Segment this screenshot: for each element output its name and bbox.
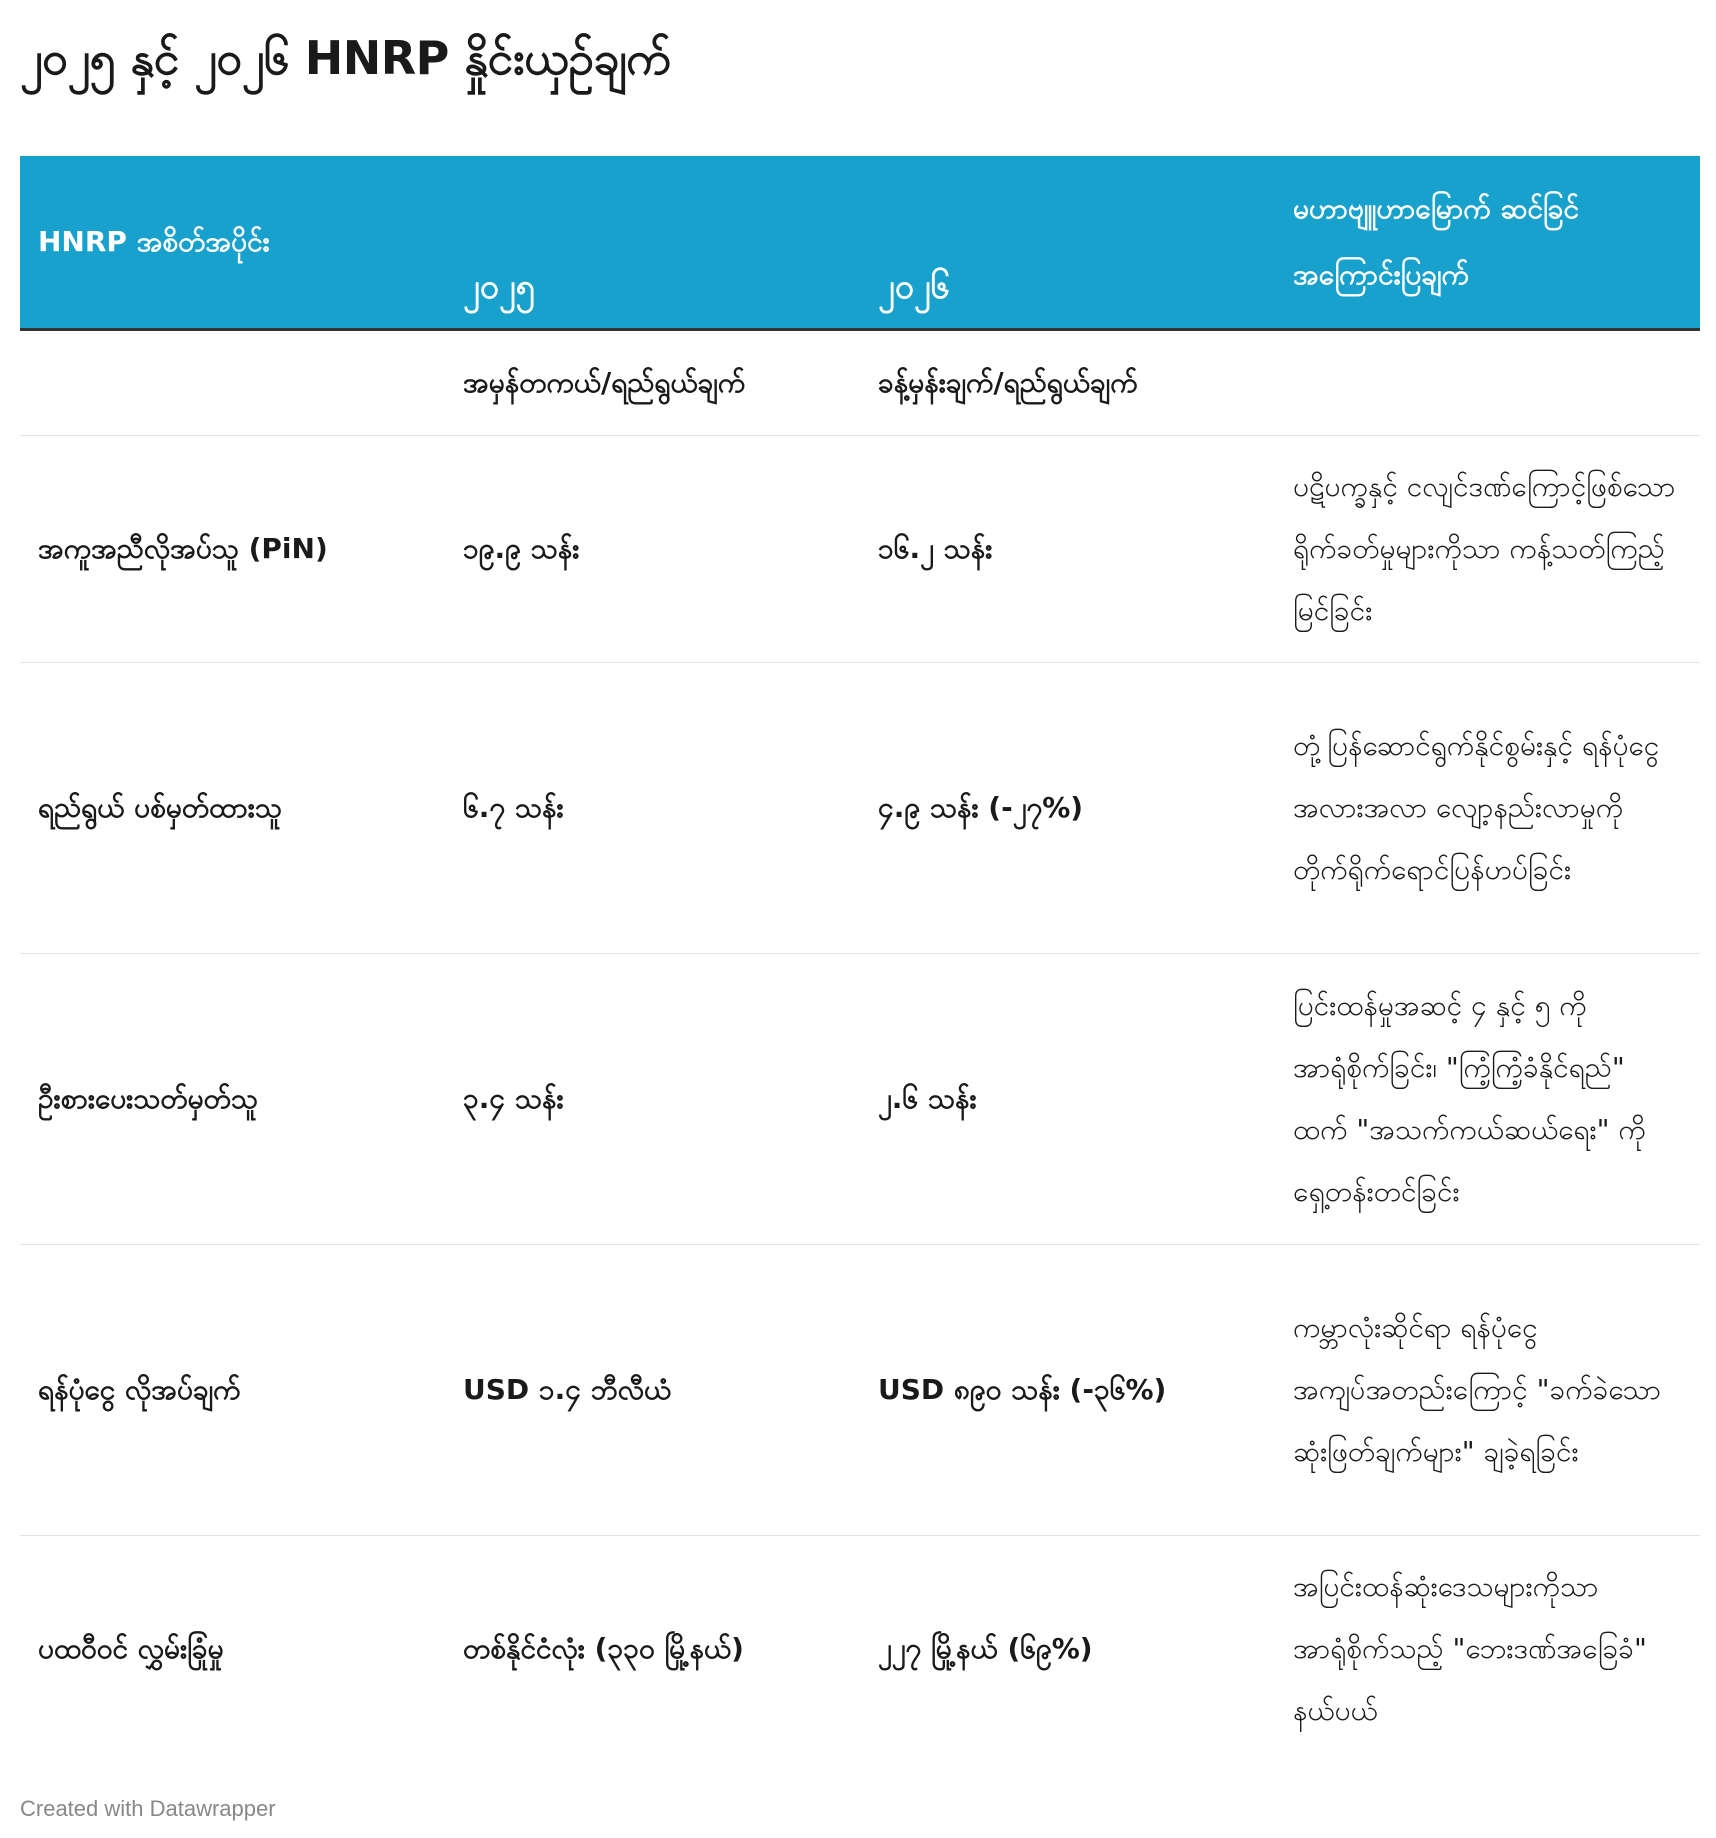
cell-rationale: ပြင်းထန်မှုအဆင့် ၄ နှင့် ၅ ကို အာရုံစိုက်ခြင်း၊ "ကြံ့ကြံ့ခံနိုင်ရည်" ထက် "အသက်ကယ်ဆယ်ရေး" ကို ရှေ့တန်းတင်ခြင်း bbox=[1275, 954, 1700, 1245]
table-row bbox=[20, 436, 1700, 663]
cell-rationale: တုံ့ပြန်ဆောင်ရွက်နိုင်စွမ်းနှင့် ရန်ပုံငွေအလားအလာ လျော့နည်းလာမှုကို တိုက်ရိုက်ရောင်ပြန်ဟပ်ခြင်း bbox=[1275, 663, 1700, 954]
cell-2025: ၆.၇ သန်း bbox=[445, 663, 860, 954]
table-subheader-row bbox=[20, 330, 1700, 436]
cell-2025: ၃.၄ သန်း bbox=[445, 954, 860, 1245]
cell-2026: ၄.၉ သန်း (-၂၇%) bbox=[860, 663, 1275, 954]
header-2026: ၂၀၂၆ bbox=[860, 156, 1275, 330]
subheader-component bbox=[20, 330, 445, 436]
cell-2026: ၁၆.၂ သန်း bbox=[860, 436, 1275, 663]
cell-component: ရည်ရွယ် ပစ်မှတ်ထားသူ bbox=[20, 663, 445, 954]
cell-component: ဦးစားပေးသတ်မှတ်သူ bbox=[20, 954, 445, 1245]
table-row bbox=[20, 663, 1700, 954]
cell-2025: USD ၁.၄ ဘီလီယံ bbox=[445, 1245, 860, 1536]
cell-rationale: ကမ္ဘာလုံးဆိုင်ရာ ရန်ပုံငွေ အကျပ်အတည်းကြောင့် "ခက်ခဲသော ဆုံးဖြတ်ချက်များ" ချခဲ့ရခြင်း bbox=[1275, 1245, 1700, 1536]
cell-2025: ၁၉.၉ သန်း bbox=[445, 436, 860, 663]
header-component: HNRP အစိတ်အပိုင်း bbox=[20, 156, 445, 330]
header-rationale: မဟာဗျူဟာမြောက် ဆင်ခြင် အကြောင်းပြချက် bbox=[1275, 156, 1700, 330]
cell-component: အကူအညီလိုအပ်သူ (PiN) bbox=[20, 436, 445, 663]
cell-2026: USD ၈၉၀ သန်း (-၃၆%) bbox=[860, 1245, 1275, 1536]
table-row bbox=[20, 954, 1700, 1245]
cell-component: ပထဝီဝင် လွှမ်းခြုံမှု bbox=[38, 1632, 224, 1665]
subheader-2025: အမှန်တကယ်/ရည်ရွယ်ချက် bbox=[445, 330, 860, 436]
page-title: ၂၀၂၅ နှင့် ၂၀၂၆ HNRP နှိုင်းယှဉ်ချက် bbox=[20, 31, 671, 85]
cell-2026: ၂၂၇ မြို့နယ် (၆၉%) bbox=[878, 1632, 1093, 1665]
table-row bbox=[20, 1536, 1700, 1763]
subheader-rationale bbox=[1275, 330, 1700, 436]
subheader-2026: ခန့်မှန်းချက်/ရည်ရွယ်ချက် bbox=[860, 330, 1275, 436]
credit-footer: Created with Datawrapper bbox=[20, 1796, 276, 1821]
cell-rationale: အပြင်းထန်ဆုံးဒေသများကိုသာ အာရုံစိုက်သည့် "ဘေးဒဏ်အခြေခံ" နယ်ပယ် bbox=[1293, 1570, 1647, 1727]
cell-component: ရန်ပုံငွေ လိုအပ်ချက် bbox=[20, 1245, 445, 1536]
header-2025: ၂၀၂၅ bbox=[445, 156, 860, 330]
table-header-row bbox=[20, 156, 1700, 330]
cell-2026: ၂.၆ သန်း bbox=[860, 954, 1275, 1245]
table-row bbox=[20, 1245, 1700, 1536]
comparison-table bbox=[20, 156, 1700, 1762]
cell-2025: တစ်နိုင်ငံလုံး (၃၃၀ မြို့နယ်) bbox=[463, 1632, 744, 1665]
cell-rationale: ပဋိပက္ခနှင့် ငလျင်ဒဏ်ကြောင့်ဖြစ်သော ရိုက်ခတ်မှုများကိုသာ ကန့်သတ်ကြည့်မြင်ခြင်း bbox=[1275, 436, 1700, 663]
